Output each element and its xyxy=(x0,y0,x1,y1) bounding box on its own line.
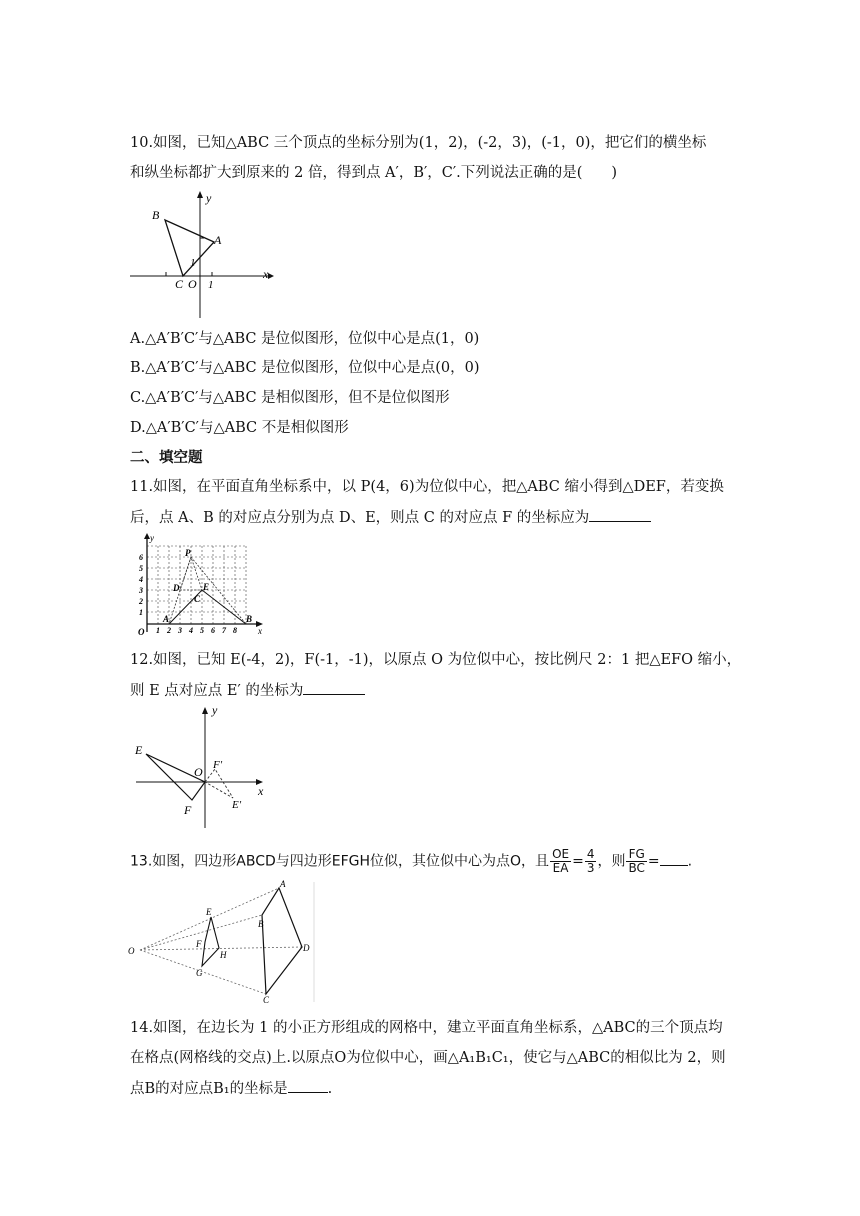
q12-text-line2 xyxy=(130,680,365,701)
q11-x-tick: 5 xyxy=(200,626,204,635)
q12-triangle-image xyxy=(205,769,233,798)
q11-figure xyxy=(134,532,266,638)
q13-label-d: D xyxy=(303,943,310,953)
q13-text xyxy=(130,848,692,875)
q14-text-line2: 在格点(网格线的交点)上.以原点O为位似中心，画△A₁B₁C₁，使它与△ABC的相似比为 2，则 xyxy=(130,1050,726,1066)
q13-label-e: E xyxy=(206,907,212,917)
q10-label-c: C xyxy=(175,277,184,291)
q12-label-ep: E′ xyxy=(232,799,242,811)
q11-answer-blank[interactable] xyxy=(589,507,651,522)
q13-label-c: C xyxy=(263,995,270,1004)
q11-text-line1: 11.如图，在平面直角坐标系中，以 P(4，6)为位似中心，把△ABC 缩小得到△DEF，若变换 xyxy=(130,479,724,495)
q12-text: 则 E 点对应点 E′ 的坐标为 xyxy=(130,683,304,699)
q11-y-tick: 5 xyxy=(139,564,143,573)
q11-y-tick: 1 xyxy=(139,608,143,617)
q13-frac1-den: EA xyxy=(552,861,569,875)
q13-quad-abcd xyxy=(262,888,302,994)
q11-text-line2 xyxy=(130,507,651,528)
q11-y-tick: 4 xyxy=(139,575,143,584)
q11-label-c: C xyxy=(194,594,201,604)
q11-label-b: B xyxy=(246,614,253,624)
q11-triangle-abc xyxy=(169,590,246,624)
q13-eq1: = xyxy=(572,853,584,870)
q13-fraction-fg-bc xyxy=(626,848,646,875)
q11-x-tick: 1 xyxy=(156,626,160,635)
q13-fraction-oe-ea xyxy=(550,848,571,875)
q11-label-a: A xyxy=(163,614,170,624)
q11-y-tick: 3 xyxy=(139,586,143,595)
q12-label-o: O xyxy=(194,765,203,779)
q11-label-y: y xyxy=(150,533,154,543)
q12-answer-blank[interactable] xyxy=(303,680,365,695)
q10-text-line2: 和纵坐标都扩大到原来的 2 倍，得到点 A′，B′，C′.下列说法正确的是( ) xyxy=(130,165,618,181)
q11-x-tick: 2 xyxy=(167,626,171,635)
q10-label-b: B xyxy=(152,208,160,222)
q13-mid: ，则 xyxy=(597,853,626,870)
q13-figure xyxy=(124,880,320,1004)
q10-option-d: D.△A′B′C′与△ABC 不是相似图形 xyxy=(130,420,349,436)
q13-label-f: F xyxy=(196,939,202,949)
q13-frac1-num: OE xyxy=(552,847,570,861)
q13-fraction-value xyxy=(585,848,597,875)
q12-label-x: x xyxy=(258,784,264,798)
q11-triangle-def xyxy=(180,557,202,590)
q13-label-o: O xyxy=(128,946,135,956)
q10-label-a: A xyxy=(214,233,222,247)
q12-text-line1: 12.如图，已知 E(-4，2)，F(-1，-1)，以原点 O 为位似中心，按比例尺 2：1 把△EFO 缩小， xyxy=(130,652,742,668)
q11-label-p: P xyxy=(185,548,191,558)
q14-suffix: . xyxy=(327,1081,333,1097)
q13-suffix: . xyxy=(687,853,693,870)
q11-y-tick: 6 xyxy=(139,553,143,562)
q10-option-b: B.△A′B′C′与△ABC 是位似图形，位似中心是点(0，0) xyxy=(130,360,480,376)
q11-x-tick: 3 xyxy=(178,626,182,635)
q13-label-h: H xyxy=(220,950,227,960)
q13-label-b: B xyxy=(258,919,264,929)
q13-frac2-den: BC xyxy=(628,861,645,875)
q12-label-y: y xyxy=(212,703,218,717)
q13-label-a: A xyxy=(280,880,286,889)
q13-frac1-val-den: 3 xyxy=(586,861,595,875)
q12-figure xyxy=(132,702,272,832)
q12-label-fp: F′ xyxy=(213,759,223,771)
section-title: 二、填空题 xyxy=(130,450,203,466)
q13-frac2-num: FG xyxy=(626,848,646,862)
q11-y-tick: 2 xyxy=(139,597,143,606)
q10-option-a: A.△A′B′C′与△ABC 是位似图形，位似中心是点(1，0) xyxy=(130,331,480,347)
q10-text-line1: 10.如图，已知△ABC 三个顶点的坐标分别为(1，2)，(-2，3)，(-1，0)，把它们的横坐标 xyxy=(130,135,707,151)
q11-x-tick: 6 xyxy=(211,626,215,635)
q12-y-arrow xyxy=(202,707,208,714)
q13-eq2: = xyxy=(647,853,660,870)
q11-label-d: D xyxy=(173,583,180,593)
q13-frac1-val-num: 4 xyxy=(586,847,595,861)
q11-label-x: x xyxy=(258,626,262,636)
q11-x-tick: 4 xyxy=(189,626,193,635)
q14-answer-blank[interactable] xyxy=(288,1078,328,1093)
q13-prefix: 13.如图，四边形ABCD与四边形EFGH位似，其位似中心为点O，且 xyxy=(130,853,550,870)
q11-x-tick: 8 xyxy=(233,626,237,635)
q11-label-e: E xyxy=(203,582,210,592)
q13-answer-blank[interactable] xyxy=(660,851,688,866)
q10-x-arrow xyxy=(268,273,274,279)
q11-label-o: O xyxy=(138,627,145,637)
q12-label-f: F xyxy=(184,803,192,817)
q10-label-1x: 1 xyxy=(208,279,214,291)
q13-quad-efgh xyxy=(202,917,219,966)
q11-text: 后，点 A、B 的对应点分别为点 D、E，则点 C 的对应点 F 的坐标应为 xyxy=(130,510,590,526)
q14-text-line3 xyxy=(130,1078,332,1099)
q10-label-1y: 1 xyxy=(190,257,196,269)
q11-x-tick: 7 xyxy=(222,626,226,635)
q10-label-y: y xyxy=(206,191,212,205)
q10-option-c: C.△A′B′C′与△ABC 是相似图形，但不是位似图形 xyxy=(130,390,450,406)
q11-ray-pb xyxy=(191,557,246,624)
q14-text-line1: 14.如图，在边长为 1 的小正方形组成的网格中，建立平面直角坐标系，△ABC的三个顶点均 xyxy=(130,1020,723,1036)
q10-figure xyxy=(128,188,278,320)
q10-label-o: O xyxy=(188,277,197,291)
q13-label-g: G xyxy=(196,968,203,978)
q14-text: 点B的对应点B₁的坐标是 xyxy=(130,1081,288,1097)
q10-label-x: x xyxy=(263,267,269,281)
q12-label-e: E xyxy=(135,743,143,757)
q10-y-arrow xyxy=(197,191,203,198)
